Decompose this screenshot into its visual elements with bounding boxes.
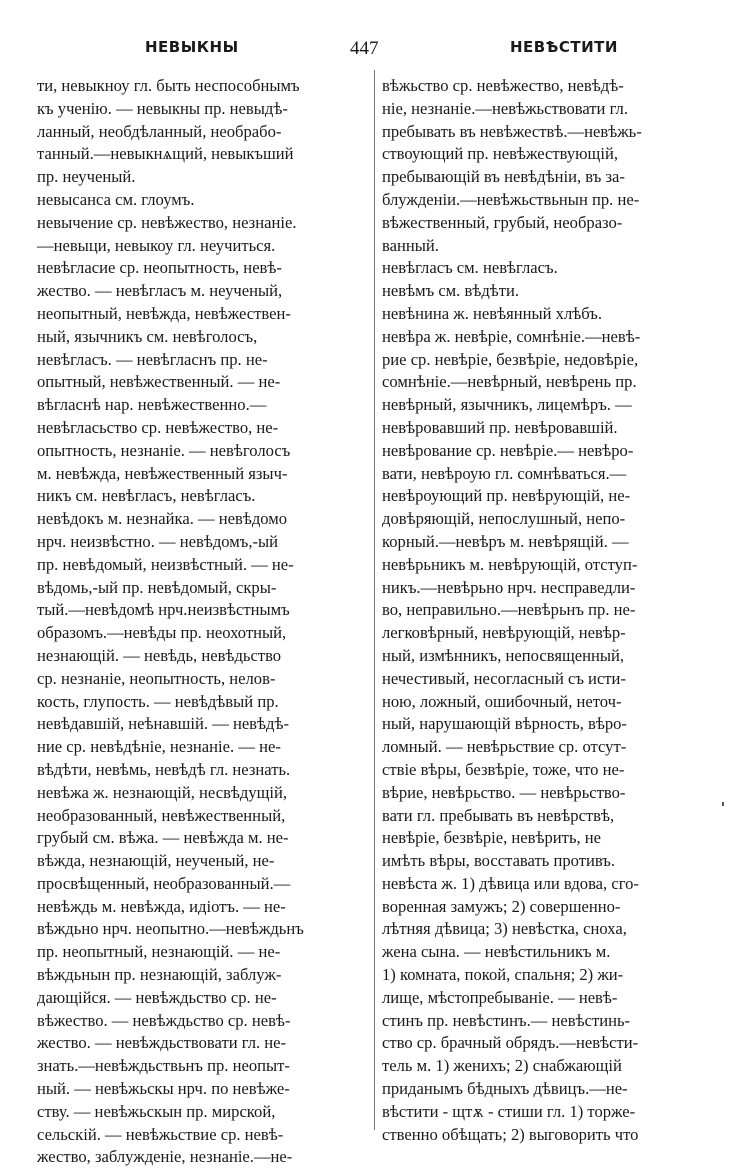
page-number: 447 bbox=[350, 38, 379, 59]
text-line: рие ср. невѣріе, безвѣріе, недовѣріе, bbox=[382, 349, 639, 369]
text-line: жество. — невѣгласъ м. неученый, bbox=[37, 281, 283, 301]
text-line: невѣрьникъ м. невѣрующій, отступ- bbox=[382, 554, 638, 574]
text-line: сомнѣніе.—невѣрный, невѣрень пр. bbox=[382, 372, 637, 392]
text-line: невѣнина ж. невѣянный хлѣбъ. bbox=[382, 303, 603, 323]
text-line: вѣжда, незнающій, неученый, не- bbox=[37, 851, 275, 871]
text-line: корный.—невѣръ м. невѣрящій. — bbox=[382, 531, 629, 551]
text-line: къ ученію. — невыкны пр. невыдѣ- bbox=[37, 98, 288, 118]
text-line: ние ср. невѣдѣніе, незнаніе. — не- bbox=[37, 737, 281, 757]
text-line: невѣра ж. невѣріе, сомнѣніе.—невѣ- bbox=[382, 326, 641, 346]
text-line: вати, невѣроую гл. сомнѣваться.— bbox=[382, 463, 627, 483]
text-line: ствоующий пр. невѣжествующій, bbox=[382, 144, 618, 164]
text-line: незнающій. — невѣдь, невѣдьство bbox=[37, 645, 282, 665]
text-line: вѣрие, невѣрьство. — невѣрьство- bbox=[382, 782, 626, 802]
text-line: просвѣщенный, необразованный.— bbox=[37, 873, 291, 893]
text-line: лѣтняя дѣвица; 3) невѣстка, сноха, bbox=[382, 919, 627, 939]
text-line: вати гл. пребывать въ невѣрствѣ, bbox=[382, 805, 615, 825]
text-line: —невыци, невыкоу гл. неучиться. bbox=[37, 235, 276, 255]
text-line: невѣста ж. 1) дѣвица или вдова, сго- bbox=[382, 873, 639, 893]
text-line: кость, глупость. — невѣдѣвый пр. bbox=[37, 691, 279, 711]
text-line: ср. незнаніе, неопытность, нелов- bbox=[37, 668, 276, 688]
text-line: ломный. — невѣрьствие ср. отсут- bbox=[382, 737, 627, 757]
text-line: никъ см. невѣгласъ, невѣгласъ. bbox=[37, 486, 256, 506]
text-line: опытный, невѣжественный. — не- bbox=[37, 372, 281, 392]
text-line: невѣровавший пр. невѣровавшій. bbox=[382, 417, 618, 437]
text-line: грубый см. вѣжа. — невѣжда м. не- bbox=[37, 828, 289, 848]
text-line: имѣть вѣры, восставать противъ. bbox=[382, 851, 615, 871]
text-line: тый.—невѣдомѣ нрч.неизвѣстнымъ bbox=[37, 600, 290, 620]
text-line: пр. неопытный, незнающій. — не- bbox=[37, 942, 281, 962]
text-line: невѣжа ж. незнающій, несвѣдущій, bbox=[37, 782, 288, 802]
text-line: ванный. bbox=[382, 235, 439, 255]
text-line: жество, заблужденіе, незнаніе.—не- bbox=[37, 1147, 293, 1167]
text-line: ною, ложный, ошибочный, неточ- bbox=[382, 691, 622, 711]
text-line: неопытный, невѣжда, невѣжествен- bbox=[37, 303, 291, 323]
text-line: вѣстити - щтѫ - стиши гл. 1) торже- bbox=[382, 1101, 636, 1121]
right-column bbox=[382, 75, 717, 1146]
text-line: вѣжество. — невѣждьство ср. невѣ- bbox=[37, 1010, 291, 1030]
text-line: жена сына. — невѣстильникъ м. bbox=[382, 942, 611, 962]
text-line: нрч. неизвѣстно. — невѣдомъ,-ый bbox=[37, 531, 279, 551]
text-line: приданымъ бѣдныхъ дѣвицъ.—не- bbox=[382, 1079, 628, 1099]
text-line: невѣгласие ср. неопытность, невѣ- bbox=[37, 258, 282, 278]
text-line: стинъ пр. невѣстинъ.— невѣстинь- bbox=[382, 1010, 631, 1030]
text-line: вѣдѣти, невѣмь, невѣдѣ гл. незнать. bbox=[37, 759, 291, 779]
text-line: невысанса см. глоумъ. bbox=[37, 189, 195, 209]
text-line: ніе, незнаніе.—невѣжьствовати гл. bbox=[382, 98, 628, 118]
text-line: необразованный, невѣжественный, bbox=[37, 805, 286, 825]
text-line: знать.—невѣждьствьнъ пр. неопыт- bbox=[37, 1056, 290, 1076]
text-line: сельскій. — невѣжьствие ср. невѣ- bbox=[37, 1124, 284, 1144]
text-line: вѣдомь,-ый пр. невѣдомый, скры- bbox=[37, 577, 277, 597]
text-line: невѣдокъ м. незнайка. — невѣдомо bbox=[37, 509, 288, 529]
text-line: ный, измѣнникъ, непосвященный, bbox=[382, 645, 625, 665]
text-line: ству. — невѣжьскын пр. мирской, bbox=[37, 1101, 276, 1121]
text-line: невѣріе, безвѣріе, невѣрить, не bbox=[382, 828, 602, 848]
text-line: вѣждьнын пр. незнающій, заблуж- bbox=[37, 965, 282, 985]
text-line: ный. — невѣжьскы нрч. по невѣже- bbox=[37, 1079, 290, 1099]
text-line: м. невѣжда, невѣжественный языч- bbox=[37, 463, 288, 483]
page-header bbox=[0, 38, 747, 68]
text-line: ствіе вѣры, безвѣріе, тоже, что не- bbox=[382, 759, 625, 779]
right-running-head: НЕВѢСТИТИ bbox=[510, 38, 618, 56]
text-line: ственно обѣщать; 2) выговорить что bbox=[382, 1124, 639, 1144]
text-line: вѣгласнѣ нар. невѣжественно.— bbox=[37, 395, 267, 415]
text-line: ланный, необдѣланный, необрабо- bbox=[37, 121, 282, 141]
text-line: невычение ср. невѣжество, незнаніе. bbox=[37, 212, 297, 232]
text-line: пребывать въ невѣжествѣ.—невѣжь- bbox=[382, 121, 642, 141]
text-line: пребывающій въ невѣдѣніи, въ за- bbox=[382, 167, 625, 187]
text-line: ный, язычникъ см. невѣголосъ, bbox=[37, 326, 258, 346]
text-line: невѣгласъ см. невѣгласъ. bbox=[382, 258, 558, 278]
text-line: невѣдавшій, неѣнавшій. — невѣдѣ- bbox=[37, 714, 290, 734]
text-line: легковѣрный, невѣрующій, невѣр- bbox=[382, 623, 626, 643]
text-line: опытность, незнаніе. — невѣголосъ bbox=[37, 440, 291, 460]
text-line: ный, нарушающій вѣрность, вѣро- bbox=[382, 714, 627, 734]
text-line: невѣмъ см. вѣдѣти. bbox=[382, 281, 520, 301]
margin-mark bbox=[722, 802, 724, 806]
text-line: нечестивый, несогласный съ исти- bbox=[382, 668, 626, 688]
text-line: невѣждь м. невѣжда, идіотъ. — не- bbox=[37, 896, 286, 916]
left-running-head: НЕВЫКНЫ bbox=[145, 38, 239, 56]
text-line: образомъ.—невѣды пр. неохотный, bbox=[37, 623, 287, 643]
text-line: воренная замужъ; 2) совершенно- bbox=[382, 896, 621, 916]
text-line: тель м. 1) женихъ; 2) снабжающій bbox=[382, 1056, 622, 1076]
text-line: танный.—невыкнѧщий, невыкъший bbox=[37, 144, 294, 164]
text-line: дающійся. — невѣждьство ср. не- bbox=[37, 987, 277, 1007]
text-line: пр. невѣдомый, неизвѣстный. — не- bbox=[37, 554, 294, 574]
text-line: невѣгласьство ср. невѣжество, не- bbox=[37, 417, 279, 437]
text-line: ство ср. брачный обрядъ.—невѣсти- bbox=[382, 1033, 639, 1053]
text-line: лище, мѣстопребываніе. — невѣ- bbox=[382, 987, 618, 1007]
text-line: невѣгласъ. — невѣгласнъ пр. не- bbox=[37, 349, 268, 369]
text-line: никъ.—невѣрьно нрч. несправедли- bbox=[382, 577, 636, 597]
text-line: жество. — невѣждьствовати гл. не- bbox=[37, 1033, 287, 1053]
text-line: вѣжьство ср. невѣжество, невѣдѣ- bbox=[382, 76, 624, 95]
text-line: пр. неученый. bbox=[37, 167, 136, 187]
text-line: блужденіи.—невѣжьствьнын пр. не- bbox=[382, 189, 640, 209]
text-line: невѣрование ср. невѣріе.— невѣро- bbox=[382, 440, 634, 460]
text-line: невѣроующий пр. невѣрующій, не- bbox=[382, 486, 631, 506]
text-line: во, неправильно.—невѣрьнъ пр. не- bbox=[382, 600, 636, 620]
column-divider bbox=[374, 70, 375, 1130]
text-line: невѣрный, язычникъ, лицемѣръ. — bbox=[382, 395, 632, 415]
text-line: ти, невыкноу гл. быть неспособнымъ bbox=[37, 76, 300, 95]
left-column bbox=[37, 75, 367, 1169]
text-line: 1) комната, покой, спальня; 2) жи- bbox=[382, 965, 624, 985]
text-line: довѣряющій, непослушный, непо- bbox=[382, 509, 626, 529]
text-line: вѣжественный, грубый, необразо- bbox=[382, 212, 623, 232]
text-line: вѣждьно нрч. неопытно.—невѣждьнъ bbox=[37, 919, 304, 939]
